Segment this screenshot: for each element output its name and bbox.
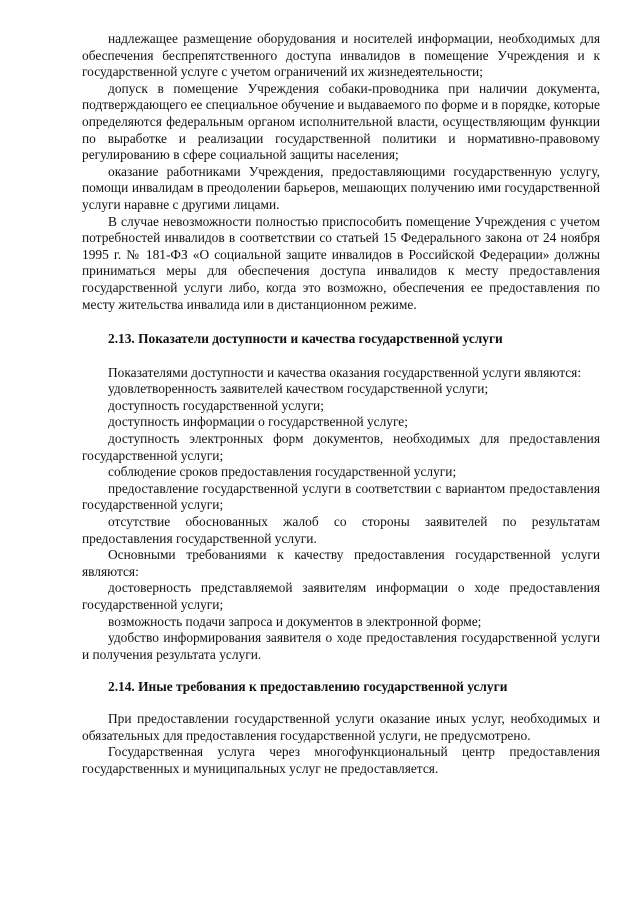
document-body [82,31,600,777]
spacer [82,348,600,365]
list-item-electronic-forms: доступность электронных форм документов, необходимых для предоставления государственной услуги; [82,431,600,463]
spacer [82,696,600,711]
paragraph-other-services: При предоставлении государственной услуги оказание иных услуг, необходимых и обязательных для предоставления государственной услуги, не предусмотрено. [82,710,600,743]
list-item-service-accessibility: доступность государственной услуги; [108,397,324,413]
section-heading-2-13: 2.13. Показатели доступности и качества государственной услуги [108,331,503,347]
list-item-satisfaction: удовлетворенность заявителей качеством государственной услуги; [108,381,489,397]
paragraph-alternative-measures: В случае невозможности полностью приспособить помещение Учреждения с учетом потребностей инвалидов в соответствии со статьей 15 Федерального закона от 24 ноября 1995 г. № 181-ФЗ «О социальной защите инвалидов в Российской Федерации» должны приниматься меры для обеспечения доступа инвалидов к месту предоставления государственной услуги либо, когда это возможно, обеспечения ее предоставления по месту жительства инвалида или в дистанционном режиме. [82,213,600,312]
spacer [82,663,600,679]
list-item-variant-compliance: предоставление государственной услуги в соответствии с вариантом предоставления государственной услуги; [82,480,600,513]
paragraph-indicators-intro: Показателями доступности и качества оказания государственной услуги являются: [108,364,582,380]
list-item-notification-convenience: удобство информирования заявителя о ходе предоставления государственной услуги и получения результата услуги. [82,630,600,662]
spacer [82,313,600,331]
paragraph-staff-assistance: оказание работниками Учреждения, предоставляющими государственную услугу, помощи инвалидам в преодолении барьеров, мешающих получению ими государственной услуги наравне с другими лицами. [82,163,600,212]
paragraph-quality-requirements-intro: Основными требованиями к качеству предоставления государственной услуги являются: [82,547,600,579]
list-item-information-accessibility: доступность информации о государственной услуге; [108,414,408,430]
paragraph-guide-dog-access: допуск в помещение Учреждения собаки-проводника при наличии документа, подтверждающего ее специальное обучение и выдаваемого по форме и в порядке, которые определяются федеральным органом исполнительной власти, осуществляющим функции по выработке и реализации государственной политики и нормативно-правовому регулированию в сфере социальной защиты населения; [82,80,600,163]
list-item-information-reliability: достоверность представляемой заявителям информации о ходе предоставления государственной услуги; [82,580,600,612]
paragraph-equipment-placement: надлежащее размещение оборудования и носителей информации, необходимых для обеспечения беспрепятственного доступа инвалидов в помещение Учреждения и к государственной услуге с учетом ограничений их жизнедеятельности; [82,31,600,80]
list-item-no-complaints: отсутствие обоснованных жалоб со стороны заявителей по результатам предоставления государственной услуги. [82,514,600,546]
list-item-deadlines: соблюдение сроков предоставления государственной услуги; [108,464,457,480]
list-item-electronic-submission: возможность подачи запроса и документов в электронной форме; [108,613,482,629]
paragraph-mfc-not-provided: Государственная услуга через многофункциональный центр предоставления государственных и муниципальных услуг не предоставляется. [82,744,600,776]
section-heading-2-14: 2.14. Иные требования к предоставлению государственной услуги [108,679,508,695]
